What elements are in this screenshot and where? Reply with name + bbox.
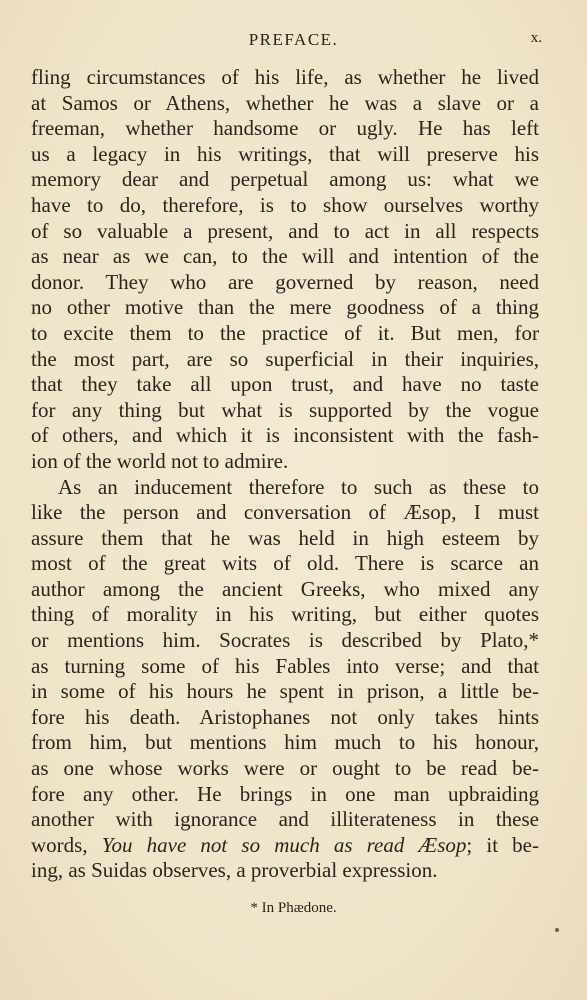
text-line: ion of the world not to admire. bbox=[31, 448, 289, 473]
text-line: donor. They who are governed by reason, need bbox=[31, 269, 539, 294]
text-line: of so valuable a present, and to act in all respects bbox=[31, 218, 539, 243]
text-line: fore any other. He brings in one man upbraiding bbox=[31, 781, 539, 806]
text-line: thing of morality in his writing, but either quotes bbox=[31, 602, 539, 627]
text-line: from him, but mentions him much to his honour, bbox=[31, 730, 539, 755]
text-line: assure them that he was held in high esteem by bbox=[31, 525, 539, 550]
italic-quote: You have not so much as read Æsop bbox=[101, 832, 467, 857]
text-line: for any thing but what is supported by the vogue bbox=[31, 397, 539, 422]
text-line: as one whose works were or ought to be read be- bbox=[31, 756, 539, 781]
text-line: in some of his hours he spent in prison, a little be- bbox=[31, 679, 539, 704]
text-line: fore his death. Aristophanes not only takes hints bbox=[31, 704, 539, 729]
text-line: at Samos or Athens, whether he was a slave or a bbox=[31, 90, 539, 115]
text-line: most of the great wits of old. There is scarce an bbox=[31, 551, 539, 576]
text-line: the most part, are so superficial in their inquiries, bbox=[31, 346, 539, 371]
page-number: x. bbox=[530, 30, 542, 46]
text-line: As an inducement therefore to such as these to bbox=[58, 474, 539, 499]
text-line: or mentions him. Socrates is described by Plato,* bbox=[31, 628, 539, 653]
text-line: to excite them to the practice of it. But men, for bbox=[31, 320, 539, 345]
text-line: no other motive than the mere goodness of a thing bbox=[31, 295, 539, 320]
text-line-italic bbox=[31, 833, 539, 859]
text-line: freeman, whether handsome or ugly. He has left bbox=[31, 116, 539, 141]
running-title: PREFACE. bbox=[248, 30, 339, 49]
text-line: like the person and conversation of Æsop, I must bbox=[31, 500, 539, 525]
text-line: as turning some of his Fables into verse; and that bbox=[31, 653, 539, 678]
text-line: as near as we can, to the will and intention of the bbox=[31, 244, 539, 269]
text-segment: words, bbox=[31, 832, 102, 857]
paragraph-1 bbox=[31, 65, 539, 475]
text-line: ing, as Suidas observes, a proverbial expression. bbox=[31, 858, 438, 883]
text-line: that they take all upon trust, and have no taste bbox=[31, 372, 539, 397]
page-header bbox=[0, 30, 587, 54]
text-line: memory dear and perpetual among us: what we bbox=[31, 167, 539, 192]
footnote: * In Phædone. bbox=[250, 900, 337, 916]
ink-speck bbox=[555, 928, 559, 932]
text-line: of others, and which it is inconsistent with the fash- bbox=[31, 423, 539, 448]
body-text bbox=[31, 65, 539, 884]
text-line: author among the ancient Greeks, who mixed any bbox=[31, 576, 539, 601]
paragraph-2 bbox=[31, 475, 539, 885]
text-segment: ; it be- bbox=[466, 832, 539, 857]
text-line: have to do, therefore, is to show ourselves worthy bbox=[31, 192, 539, 217]
text-line: fling circumstances of his life, as whether he lived bbox=[31, 65, 539, 89]
text-line: us a legacy in his writings, that will preserve his bbox=[31, 141, 539, 166]
text-line: another with ignorance and illiterateness in these bbox=[31, 807, 539, 832]
